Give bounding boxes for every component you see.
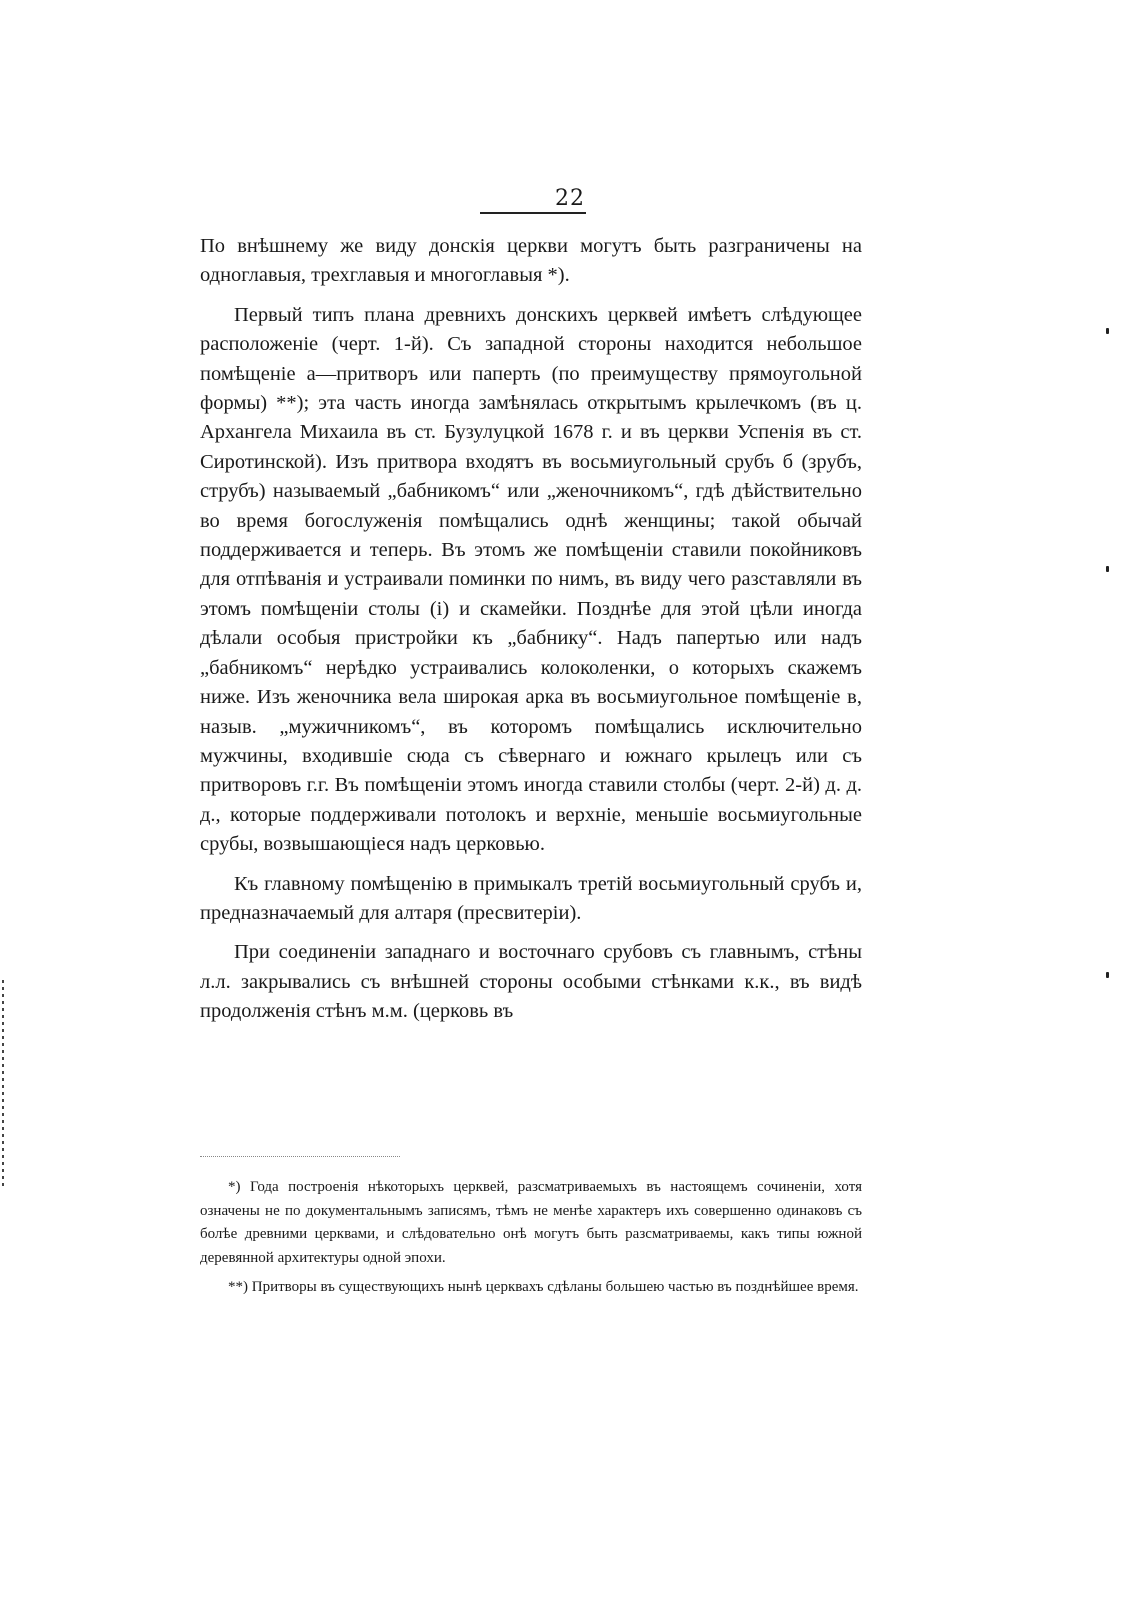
main-text <box>200 232 862 1037</box>
margin-speck <box>1106 972 1109 978</box>
footnote-2: **) Притворы въ существующихъ нынѣ церквахъ сдѣланы большею частью въ позднѣйшее время. <box>228 1279 859 1295</box>
paragraph-1: По внѣшнему же виду донскія церкви могутъ быть разграничены на одноглавыя, трехглавыя и многоглавыя *). <box>200 235 862 287</box>
margin-speck <box>1106 566 1109 572</box>
paragraph-3: Къ главному помѣщенію в примыкалъ третій восьмиугольный срубъ и, предназначаемый для алтаря (пресвитеріи). <box>200 872 862 924</box>
left-page-edge <box>2 980 4 1190</box>
margin-speck <box>1106 328 1109 334</box>
page-number: 22 <box>555 186 585 211</box>
footnote-1: *) Года построенія нѣкоторыхъ церквей, разсматриваемыхъ въ настоящемъ сочиненіи, хотя означены не по документальнымъ записямъ, тѣмъ не менѣе характеръ ихъ совершенно одинаковъ съ болѣе древними церквами, и слѣдовательно онѣ могутъ быть разсматриваемы, какъ типы южной деревянной архитектуры одной эпохи. <box>200 1179 862 1266</box>
page-number-rule <box>480 212 586 214</box>
footnote-separator <box>200 1156 400 1157</box>
footnotes <box>200 1176 862 1306</box>
paragraph-4: При соединеніи западнаго и восточнаго срубовъ съ главнымъ, стѣны л.л. закрывались съ внѣшней стороны особыми стѣнками к.к., въ видѣ продолженія стѣнъ м.м. (церковь въ <box>200 941 862 1023</box>
paragraph-2: Первый типъ плана древнихъ донскихъ церквей имѣетъ слѣдующее расположеніе (черт. 1-й). Съ западной стороны находится небольшое помѣщеніе а—притворъ или паперть (по преимуществу прямоугольной формы) **); эта часть иногда замѣнялась открытымъ крылечкомъ (въ ц. Архангела Михаила въ ст. Бузулуцкой 1678 г. и въ церкви Успенія въ ст. Сиротинской). Изъ притвора входятъ въ восьмиугольный срубъ б (зрубъ, струбъ) называемый „бабникомъ“ или „женочникомъ“, гдѣ дѣйствительно во время богослуженія помѣщались однѣ женщины; такой обычай поддерживается и теперь. Въ этомъ же помѣщеніи ставили покойниковъ для отпѣванія и устраивали поминки по нимъ, въ виду чего разставляли въ этомъ помѣщеніи столы (і) и скамейки. Позднѣе для этой цѣли иногда дѣлали особыя пристройки къ „бабнику“. Надъ папертью или надъ „бабникомъ“ нерѣдко устраивались колоколенки, о которыхъ скажемъ ниже. Изъ женочника вела широкая арка въ восьмиугольное помѣщеніе в, назыв. „мужичникомъ“, въ которомъ помѣщались исключительно мужчины, входившіе сюда съ сѣвернаго и южнаго крылецъ или съ притворовъ г.г. Въ помѣщеніи этомъ иногда ставили столбы (черт. 2-й) д. д. д., которые поддерживали потолокъ и верхніе, меньшіе восьмиугольные срубы, возвышающіеся надъ церковью. <box>200 303 862 856</box>
